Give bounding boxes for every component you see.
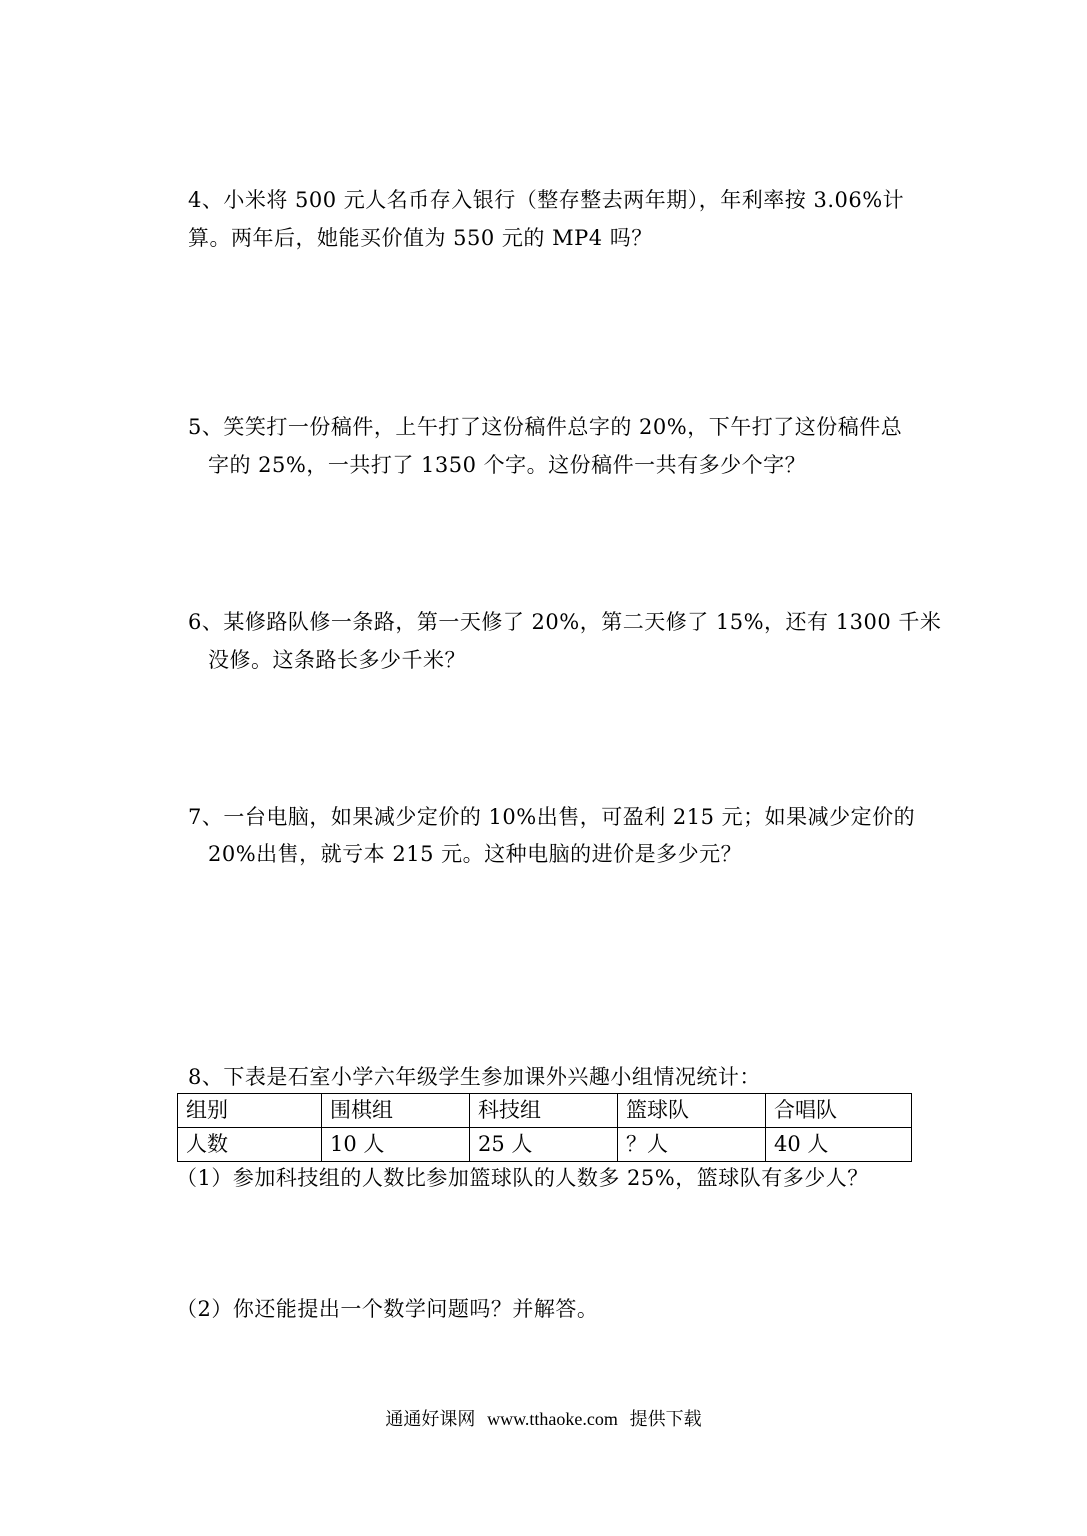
table-cell: 组别	[178, 1094, 322, 1128]
problem-4-line-1: 4、小米将 500 元人名币存入银行（整存整去两年期），年利率按 3.06%计	[188, 188, 905, 212]
table-cell: 篮球队	[618, 1094, 766, 1128]
table-cell: 合唱队	[766, 1094, 912, 1128]
problem-8-question-2: （2）你还能提出一个数学问题吗？并解答。	[176, 1297, 599, 1321]
problem-5-line-2: 字的 25%，一共打了 1350 个字。这份稿件一共有多少个字？	[208, 453, 807, 477]
problem-7-line-1: 7、一台电脑，如果减少定价的 10%出售，可盈利 215 元；如果减少定价的	[188, 805, 916, 829]
table-cell: ？人	[618, 1128, 766, 1162]
problem-6-line-2: 没修。这条路长多少千米？	[208, 648, 466, 672]
problem-8-question-1: （1）参加科技组的人数比参加篮球队的人数多 25%，篮球队有多少人？	[176, 1166, 869, 1190]
table-row	[178, 1128, 912, 1162]
table-cell: 围棋组	[322, 1094, 470, 1128]
footer-brand: 通通好课网	[385, 1409, 476, 1430]
problem-5-line-1: 5、笑笑打一份稿件，上午打了这份稿件总字的 20%，下午打了这份稿件总	[188, 415, 903, 439]
interest-group-table	[177, 1093, 912, 1162]
problem-7-line-2: 20%出售，就亏本 215 元。这种电脑的进价是多少元？	[208, 842, 743, 866]
page-footer	[0, 1407, 1087, 1432]
table-cell: 人数	[178, 1128, 322, 1162]
footer-site-link[interactable]: www.tthaoke.com	[487, 1409, 618, 1429]
table-cell: 科技组	[470, 1094, 618, 1128]
table-row	[178, 1094, 912, 1128]
problem-4-line-2: 算。两年后，她能买价值为 550 元的 MP4 吗？	[188, 226, 653, 250]
table-cell: 40 人	[766, 1128, 912, 1162]
table-cell: 10 人	[322, 1128, 470, 1162]
problem-8-intro: 8、下表是石室小学六年级学生参加课外兴趣小组情况统计：	[188, 1065, 761, 1089]
table-cell: 25 人	[470, 1128, 618, 1162]
problem-6-line-1: 6、某修路队修一条路，第一天修了 20%，第二天修了 15%，还有 1300 千米	[188, 610, 942, 634]
footer-note: 提供下载	[629, 1409, 702, 1430]
